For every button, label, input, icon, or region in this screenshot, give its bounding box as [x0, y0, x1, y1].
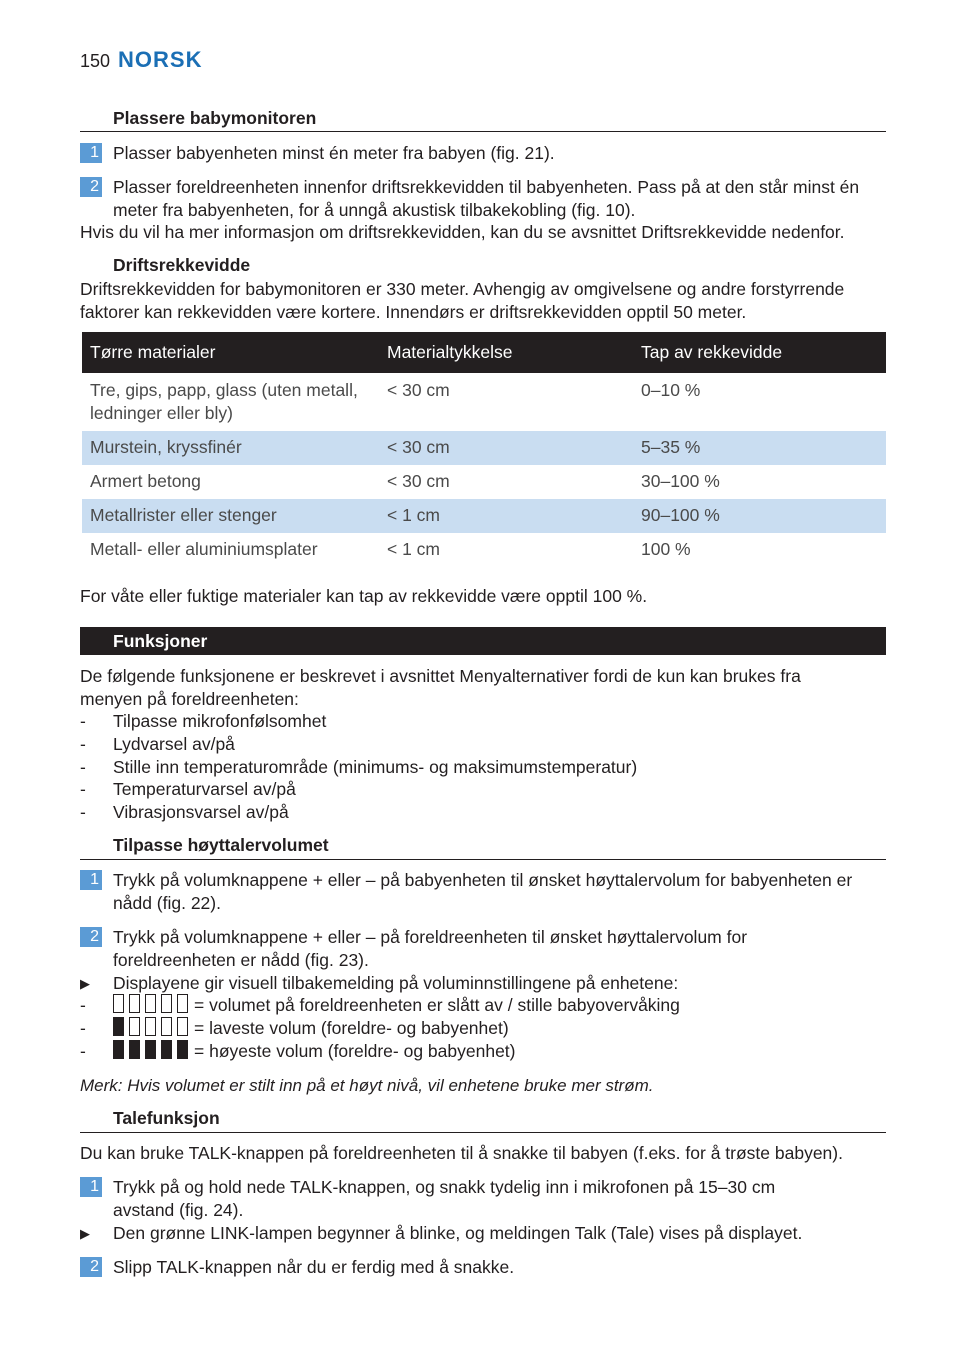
step-number-badge: 1: [80, 1177, 102, 1197]
step-text: Plasser babyenheten minst én meter fra babyen (fig. 21).: [113, 143, 555, 163]
section-title-range: Driftsrekkevidde: [113, 255, 251, 275]
list-item-text: Tilpasse mikrofonfølsomhet: [113, 711, 327, 731]
table-cell: 5–35 %: [633, 431, 886, 465]
section-bar-functions: Funksjoner: [80, 627, 886, 655]
section-title-talk: Talefunksjon: [113, 1108, 220, 1128]
table-cell: 30–100 %: [641, 471, 720, 491]
page-header: [80, 48, 203, 73]
talk-intro-text: Du kan bruke TALK-knappen på foreldreenheten til å snakke til babyen (f.eks. for å trøste babyen).: [80, 1143, 843, 1163]
list-dash: -: [80, 995, 86, 1015]
volume-level-high: [80, 1040, 516, 1063]
table-cell: Murstein, kryssfinér: [82, 431, 379, 465]
list-item-text: Lydvarsel av/på: [113, 734, 235, 754]
volume-level-low: [80, 1017, 509, 1040]
list-dash: -: [80, 802, 86, 822]
list-dash: -: [80, 1018, 86, 1038]
table-cell: < 1 cm: [387, 539, 441, 559]
table-cell: Metall- eller aluminiumsplater: [90, 539, 318, 559]
table-header-row: [82, 332, 886, 373]
range-intro-text: Driftsrekkevidden for babymonitoren er 330 meter. Avhengig av omgivelsene og andre forstyrrende faktorer kan rekkevidden være kortere. Innendørs er driftsrekkevidden opptil 50 meter.: [80, 279, 845, 322]
table-cell: Tre, gips, papp, glass (uten metall, ledninger eller bly): [90, 380, 358, 423]
step-number-badge: 1: [80, 870, 102, 890]
range-loss-table: [82, 332, 886, 567]
functions-intro-text: De følgende funksjonene er beskrevet i avsnittet Menyalternativer fordi de kun kan brukes fra menyen på foreldreenheten:: [80, 666, 801, 709]
result-text: Displayene gir visuell tilbakemelding på voluminnstillingene på enhetene:: [113, 973, 679, 993]
step-text: Trykk på volumknappene + eller – på babyenheten til ønsket høyttalervolum for babyenheten er nådd (fig. 22).: [113, 870, 853, 913]
list-dash: -: [80, 711, 86, 731]
table-header-thickness: Materialtykkelse: [379, 332, 633, 373]
section-title-placement: Plassere babymonitoren: [113, 108, 317, 128]
range-info-text: Hvis du vil ha mer informasjon om driftsrekkevidden, kan du se avsnittet Driftsrekkevidde nedenfor.: [80, 222, 845, 242]
result-line: [80, 1222, 802, 1245]
table-cell: 90–100 %: [633, 499, 886, 533]
volume-level-text: = volumet på foreldreenheten er slått av / stille babyovervåking: [194, 995, 680, 1015]
section-rule: [80, 131, 886, 132]
table-cell: 0–10 %: [641, 380, 701, 400]
page-number: 150: [80, 51, 111, 71]
step-1-talk: [80, 1176, 840, 1222]
step-number-badge: 2: [80, 1257, 102, 1277]
list-dash: -: [80, 734, 86, 754]
list-item: [80, 710, 326, 733]
table-cell: < 30 cm: [379, 431, 633, 465]
volume-bars-icon: [113, 1017, 188, 1040]
table-cell: 100 %: [641, 539, 691, 559]
section-rule: [80, 859, 886, 860]
volume-level-text: = laveste volum (foreldre- og babyenhet): [194, 1018, 509, 1038]
wet-materials-text: For våte eller fuktige materialer kan tap av rekkevidde være opptil 100 %.: [80, 586, 648, 606]
triangle-right-icon: ▶: [80, 1226, 90, 1241]
step-2-placement: [80, 176, 890, 222]
list-item-text: Stille inn temperaturområde (minimums- og maksimumstemperatur): [113, 757, 638, 777]
list-item: [80, 756, 637, 779]
step-number-badge: 1: [80, 143, 102, 163]
list-dash: -: [80, 1041, 86, 1061]
list-item: [80, 801, 289, 824]
step-text: Slipp TALK-knappen når du er ferdig med å snakke.: [113, 1257, 515, 1277]
triangle-right-icon: ▶: [80, 976, 90, 991]
table-row: [82, 499, 886, 533]
table-row: [82, 465, 886, 499]
step-text: Plasser foreldreenheten innenfor driftsrekkevidden til babyenheten. Pass på at den står minst én meter fra babyenheten, for å unngå akustisk tilbakekobling (fig. 10).: [113, 177, 860, 220]
table-row: [82, 431, 886, 465]
table-cell: < 1 cm: [379, 499, 633, 533]
table-header-material: Tørre materialer: [82, 332, 379, 373]
list-item: [80, 733, 235, 756]
table-cell: Metallrister eller stenger: [82, 499, 379, 533]
volume-level-text: = høyeste volum (foreldre- og babyenhet): [194, 1041, 516, 1061]
volume-note: Merk: Hvis volumet er stilt inn på et høyt nivå, vil enhetene bruke mer strøm.: [80, 1076, 654, 1095]
table-cell: < 30 cm: [387, 380, 450, 400]
step-2-talk: [80, 1256, 890, 1279]
list-item: [80, 778, 296, 801]
table-header-loss: Tap av rekkevidde: [633, 332, 886, 373]
section-rule: [80, 1132, 886, 1133]
step-text: Trykk på og hold nede TALK-knappen, og snakk tydelig inn i mikrofonen på 15–30 cm avstand (fig. 24).: [113, 1177, 776, 1220]
step-1-volume: [80, 869, 890, 915]
list-item-text: Temperaturvarsel av/på: [113, 779, 296, 799]
section-title-volume: Tilpasse høyttalervolumet: [113, 835, 329, 855]
volume-bars-icon: [113, 994, 188, 1017]
language-label: NORSK: [118, 47, 203, 72]
list-dash: -: [80, 757, 86, 777]
table-cell: Armert betong: [90, 471, 201, 491]
result-line: [80, 972, 678, 995]
list-item-text: Vibrasjonsvarsel av/på: [113, 802, 289, 822]
step-number-badge: 2: [80, 927, 102, 947]
step-2-volume: [80, 926, 840, 972]
step-1-placement: [80, 142, 890, 165]
volume-bars-icon: [113, 1040, 188, 1063]
volume-level-off: [80, 994, 680, 1017]
result-text: Den grønne LINK-lampen begynner å blinke, og meldingen Talk (Tale) vises på displayet.: [113, 1223, 803, 1243]
table-row: [82, 373, 886, 431]
table-row: [82, 533, 886, 567]
step-text: Trykk på volumknappene + eller – på foreldreenheten til ønsket høyttalervolum for foreldreenheten er nådd (fig. 23).: [113, 927, 748, 970]
list-dash: -: [80, 779, 86, 799]
table-cell: < 30 cm: [387, 471, 450, 491]
step-number-badge: 2: [80, 177, 102, 197]
